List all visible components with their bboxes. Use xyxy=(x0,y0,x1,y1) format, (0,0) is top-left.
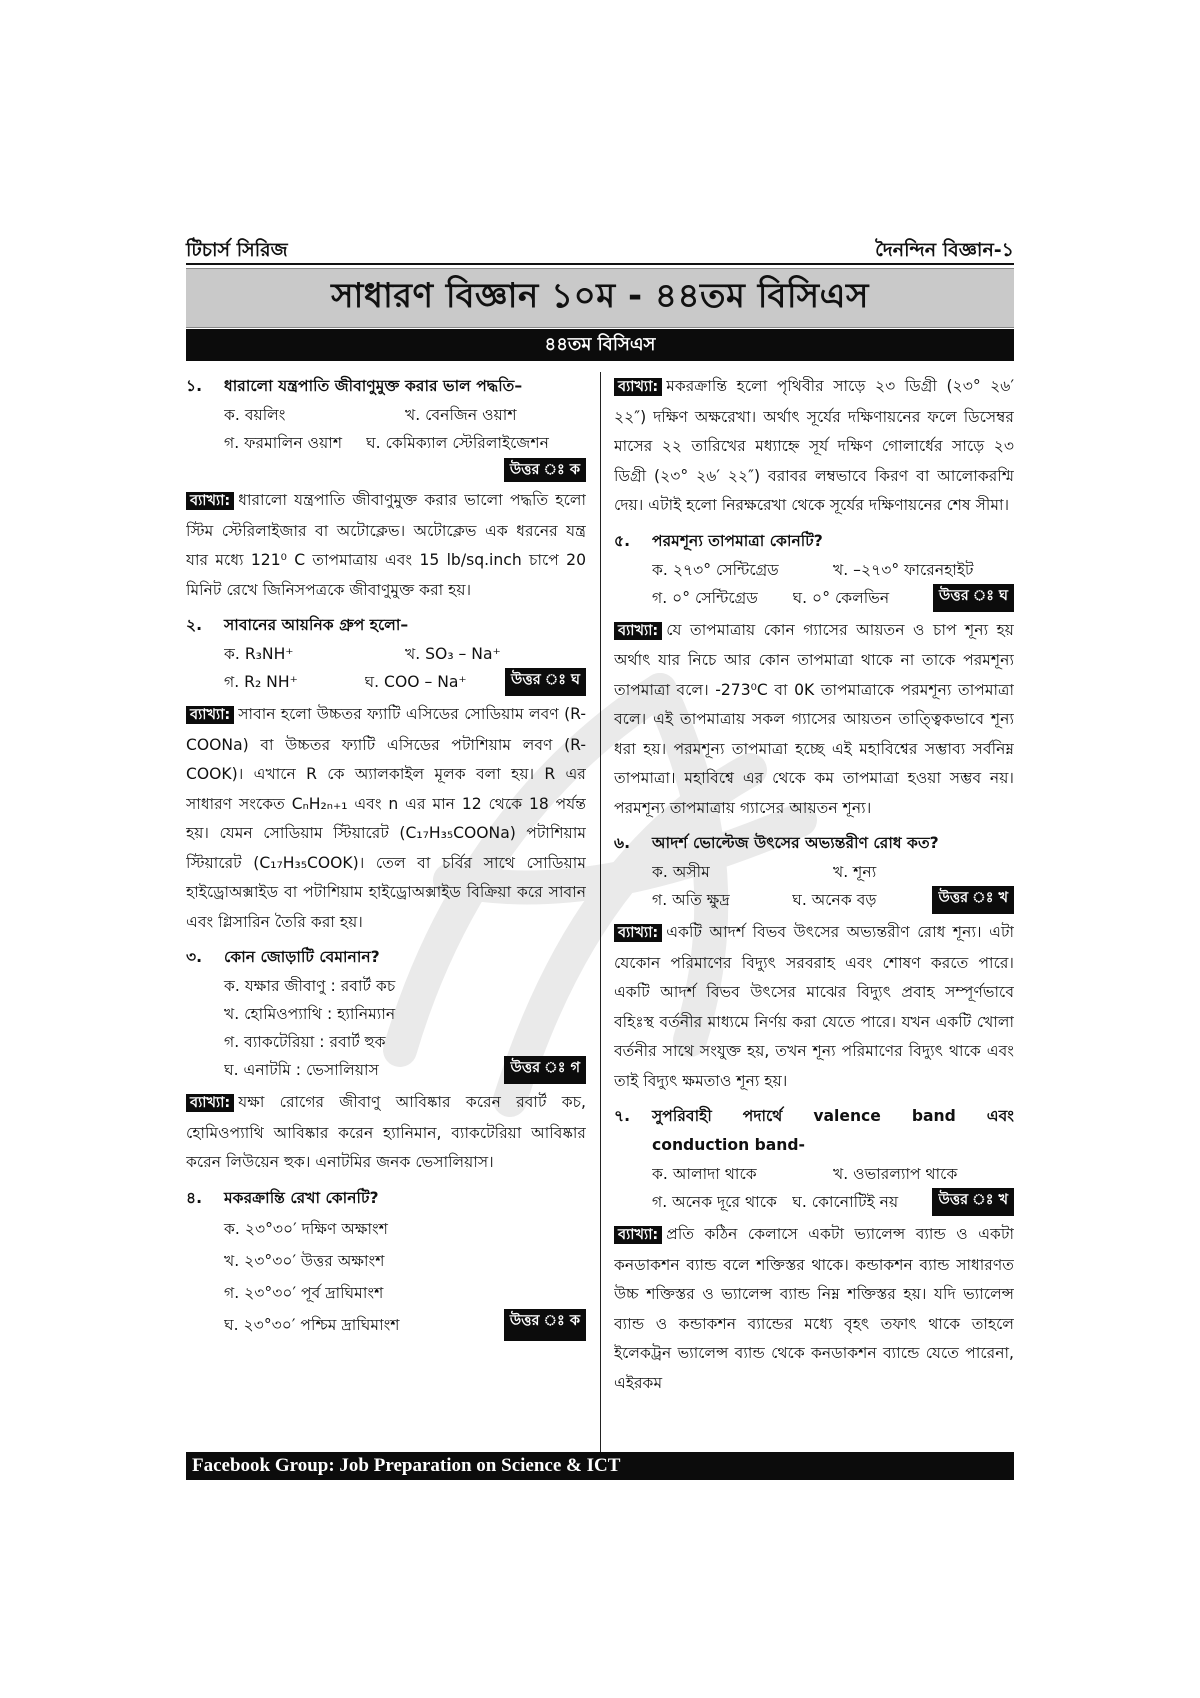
explanation-tag: ব্যাখ্যা: xyxy=(614,378,662,396)
question-1 xyxy=(186,372,586,605)
question-number: ১. xyxy=(186,377,203,395)
option-c: গ. অতি ক্ষুদ্র xyxy=(652,891,730,909)
option-d: ঘ. COO – Na⁺ xyxy=(364,673,467,691)
header-rule xyxy=(186,263,1014,265)
option-c: গ. অনেক দূরে থাকে xyxy=(652,1193,777,1211)
answer-badge: উত্তর ঃ খ xyxy=(932,1188,1014,1216)
option-b: খ. বেনজিন ওয়াশ xyxy=(405,406,517,424)
question-text: কোন জোড়াটি বেমানান? xyxy=(224,948,380,966)
option-c: গ. ০° সেন্টিগ্রেড xyxy=(652,588,758,607)
explanation-tag: ব্যাখ্যা: xyxy=(614,924,662,942)
explanation xyxy=(614,1220,1014,1398)
explanation-text: প্রতি কঠিন কেলাসে একটা ভ্যালেন্স ব্যান্ড ও একটা কনডাকশন ব্যান্ড বলে শক্তিস্তর থাকে। কন্ডাকশন ব্যান্ড সাধারণত উচ্চ শক্তিস্তর ও ভ্যালেন্স ব্যান্ড নিম্ন শক্তিস্তর হয়। যদি ভ্যালেন্স ব্যান্ড ও কন্ডাকশন ব্যান্ডের মধ্যে বৃহৎ তফাৎ থাকে তাহলে ইলেকট্রন ভ্যালেন্স ব্যান্ড থেকে কনডাকশন ব্যান্ডে যেতে পারেনা, এইরকম xyxy=(614,1225,1014,1392)
option-b: খ. SO₃ – Na⁺ xyxy=(405,645,501,663)
explanation-text: যক্ষা রোগের জীবাণু আবিষ্কার করেন রবার্ট কচ, হোমিওপ্যাথি আবিষ্কার করেন হ্যানিমান, ব্যাকটেরিয়া আবিষ্কার করেন লিউয়েন হুক। এনাটমির জনক ভেসালিয়াস। xyxy=(186,1093,586,1171)
option-a: ক. অসীম xyxy=(652,863,710,881)
explanation-tag: ব্যাখ্যা: xyxy=(186,706,234,724)
question-number: ৬. xyxy=(614,834,631,852)
option-b: খ. ওভারল্যাপ থাকে xyxy=(833,1165,958,1183)
book-name: দৈনন্দিন বিজ্ঞান-১ xyxy=(875,239,1014,261)
answer-badge: উত্তর ঃ ক xyxy=(504,458,586,482)
question-text: আদর্শ ভোল্টেজ উৎসের অভ্যন্তরীণ রোধ কত? xyxy=(652,834,939,852)
page-title: সাধারণ বিজ্ঞান ১০ম - ৪৪তম বিসিএস xyxy=(186,268,1014,328)
question-text: সুপরিবাহী পদার্থে valence band এবং conduction band- xyxy=(652,1107,1014,1154)
option-a: ক. যক্ষার জীবাণু : রবার্ট কচ xyxy=(224,977,396,995)
option-c: গ. ব্যাকটেরিয়া : রবার্ট হুক xyxy=(224,1033,386,1051)
option-a: ক. ২৭৩° সেন্টিগ্রেড xyxy=(652,560,779,579)
question-7 xyxy=(614,1102,1014,1398)
question-3 xyxy=(186,943,586,1178)
option-a: ক. আলাদা থাকে xyxy=(652,1165,757,1183)
question-text: ধারালো যন্ত্রপাতি জীবাণুমুক্ত করার ভাল পদ্ধতি– xyxy=(224,377,523,395)
option-d: ঘ. কেমিক্যাল স্টেরিলাইজেশন xyxy=(365,434,549,452)
question-6 xyxy=(614,829,1014,1096)
question-text: পরমশূন্য তাপমাত্রা কোনটি? xyxy=(652,531,823,550)
section-subtitle: ৪৪তম বিসিএস xyxy=(186,329,1014,361)
question-2 xyxy=(186,611,586,937)
option-d: ঘ. ২৩°৩০′ পশ্চিম দ্রাঘিমাংশ xyxy=(224,1315,400,1334)
explanation xyxy=(186,1088,586,1178)
explanation-tag: ব্যাখ্যা: xyxy=(614,622,662,640)
question-number: ২. xyxy=(186,616,203,634)
question-number: ৪. xyxy=(186,1188,203,1207)
question-number: ৫. xyxy=(614,531,631,550)
left-column xyxy=(186,372,586,1442)
answer-badge: উত্তর ঃ গ xyxy=(504,1056,586,1084)
option-d: ঘ. কোনোটিই নয় xyxy=(792,1193,899,1211)
option-a: ক. বয়লিং xyxy=(224,406,286,424)
question-number: ৩. xyxy=(186,948,203,966)
question-5 xyxy=(614,527,1014,824)
answer-badge: উত্তর ঃ ক xyxy=(504,1309,586,1341)
explanation-tag: ব্যাখ্যা: xyxy=(186,1094,234,1112)
explanation-text: যে তাপমাত্রায় কোন গ্যাসের আয়তন ও চাপ শূন্য হয় অর্থাৎ যার নিচে আর কোন তাপমাত্রা থাকে না তাকে পরমশূন্য তাপমাত্রা বলে। -273⁰C বা 0K তাপমাত্রাকে পরমশূন্য তাপমাত্রা বলে। এই তাপমাত্রায় সকল গ্যাসের আয়তন তাত্ত্বিকভাবে শূন্য ধরা হয়। পরমশূন্য তাপমাত্রা হচ্ছে এই মহাবিশ্বের সম্ভাব্য সর্বনিম্ন তাপমাত্রা। মহাবিশ্বে এর থেকে কম তাপমাত্রা হওয়া সম্ভব নয়। পরমশূন্য তাপমাত্রায় গ্যাসের আয়তন শূন্য। xyxy=(614,620,1014,817)
answer-badge: উত্তর ঃ ঘ xyxy=(505,668,586,696)
explanation-tag: ব্যাখ্যা: xyxy=(186,492,234,510)
right-column xyxy=(614,372,1014,1442)
series-name: টিচার্স সিরিজ xyxy=(186,239,288,261)
option-d: ঘ. এনাটমি : ভেসালিয়াস xyxy=(224,1061,379,1079)
column-divider xyxy=(600,372,601,1452)
option-b: খ. ২৩°৩০′ উত্তর অক্ষাংশ xyxy=(224,1251,385,1270)
question-number: ৭. xyxy=(614,1107,631,1125)
explanation xyxy=(614,372,1014,521)
question-text: মকরক্রান্তি রেখা কোনটি? xyxy=(224,1188,379,1207)
explanation-text: মকরক্রান্তি হলো পৃথিবীর সাড়ে ২৩ ডিগ্রী (২৩° ২৬′ ২২″) দক্ষিণ অক্ষরেখা। অর্থাৎ সূর্যের দক্ষিণায়নের ফলে ডিসেম্বর মাসের ২২ তারিখের মধ্যাহ্নে সূর্য দক্ষিণ গোলার্ধের সাড়ে ২৩ ডিগ্রী (২৩° ২৬′ ২২″) বরাবর লম্বভাবে কিরণ বা আলোকরশ্মি দেয়। এটাই হলো নিরক্ষরেখা থেকে সূর্যের দক্ষিণায়নের শেষ সীমা। xyxy=(614,377,1014,514)
explanation xyxy=(186,700,586,937)
option-c: গ. ফরমালিন ওয়াশ xyxy=(224,434,343,452)
explanation xyxy=(186,486,586,605)
explanation-text: সাবান হলো উচ্চতর ফ্যাটি এসিডের সোডিয়াম লবণ (R-COONa) বা উচ্চতর ফ্যাটি এসিডের পটাশিয়াম লবণ (R-COOK)। এখানে R কে অ্যালকাইল মূলক বলা হয়। R এর সাধারণ সংকেত CₙH₂ₙ₊₁ এবং n এর মান 12 থেকে 18 পর্যন্ত হয়। যেমন সোডিয়াম স্টিয়ারেট (C₁₇H₃₅COONa) পটাশিয়াম স্টিয়ারেট (C₁₇H₃₅COOK)। তেল বা চর্বির সাথে সোডিয়াম হাইড্রোঅক্সাইড বা পটাশিয়াম হাইড্রোঅক্সাইড বিক্রিয়া করে সাবান এবং গ্লিসারিন তৈরি করা হয়। xyxy=(186,705,586,931)
question-4 xyxy=(186,1184,586,1341)
footer-banner: Facebook Group: Job Preparation on Science & ICT xyxy=(186,1452,1014,1480)
option-a: ক. R₃NH⁺ xyxy=(224,645,294,663)
explanation-tag: ব্যাখ্যা: xyxy=(614,1226,662,1244)
option-a: ক. ২৩°৩০′ দক্ষিণ অক্ষাংশ xyxy=(224,1219,388,1238)
option-c: গ. ২৩°৩০′ পূর্ব দ্রাঘিমাংশ xyxy=(224,1283,384,1302)
option-b: খ. শূন্য xyxy=(833,863,877,881)
option-c: গ. R₂ NH⁺ xyxy=(224,673,298,691)
option-b: খ. –২৭৩° ফারেনহাইট xyxy=(833,560,974,579)
option-b: খ. হোমিওপ্যাথি : হ্যানিম্যান xyxy=(224,1005,396,1023)
explanation-text: একটি আদর্শ বিভব উৎসের অভ্যন্তরীণ রোধ শূন্য। এটা যেকোন পরিমাণের বিদ্যুৎ সরবরাহ এবং শোষণ করতে পারে। একটি আদর্শ বিভব উৎসের মাঝের বিদ্যুৎ প্রবাহ সম্পূর্ণভাবে বহিঃস্থ বর্তনীর মাধ্যমে নির্ণয় করা যেতে পারে। যখন একটি খোলা বর্তনীর সাথে সংযুক্ত হয়, তখন শূন্য পরিমাণের বিদ্যুৎ থাকে এবং তাই বিদ্যুৎ ক্ষমতাও শূন্য হয়। xyxy=(614,923,1014,1090)
option-d: ঘ. অনেক বড় xyxy=(792,891,877,909)
option-d: ঘ. ০° কেলভিন xyxy=(792,588,890,607)
explanation-text: ধারালো যন্ত্রপাতি জীবাণুমুক্ত করার ভালো পদ্ধতি হলো স্টিম স্টেরিলাইজার বা অটোক্লেভ। অটোক্লেভ এক ধরনের যন্ত্র যার মধ্যে 121⁰ C তাপমাত্রায় এবং 15 lb/sq.inch চাপে 20 মিনিট রেখে জিনিসপত্রকে জীবাণুমুক্ত করা হয়। xyxy=(186,491,586,599)
answer-badge: উত্তর ঃ খ xyxy=(932,886,1014,914)
explanation xyxy=(614,918,1014,1096)
answer-badge: উত্তর ঃ ঘ xyxy=(933,584,1014,612)
question-text: সাবানের আয়নিক গ্রুপ হলো– xyxy=(224,616,409,634)
explanation xyxy=(614,616,1014,824)
